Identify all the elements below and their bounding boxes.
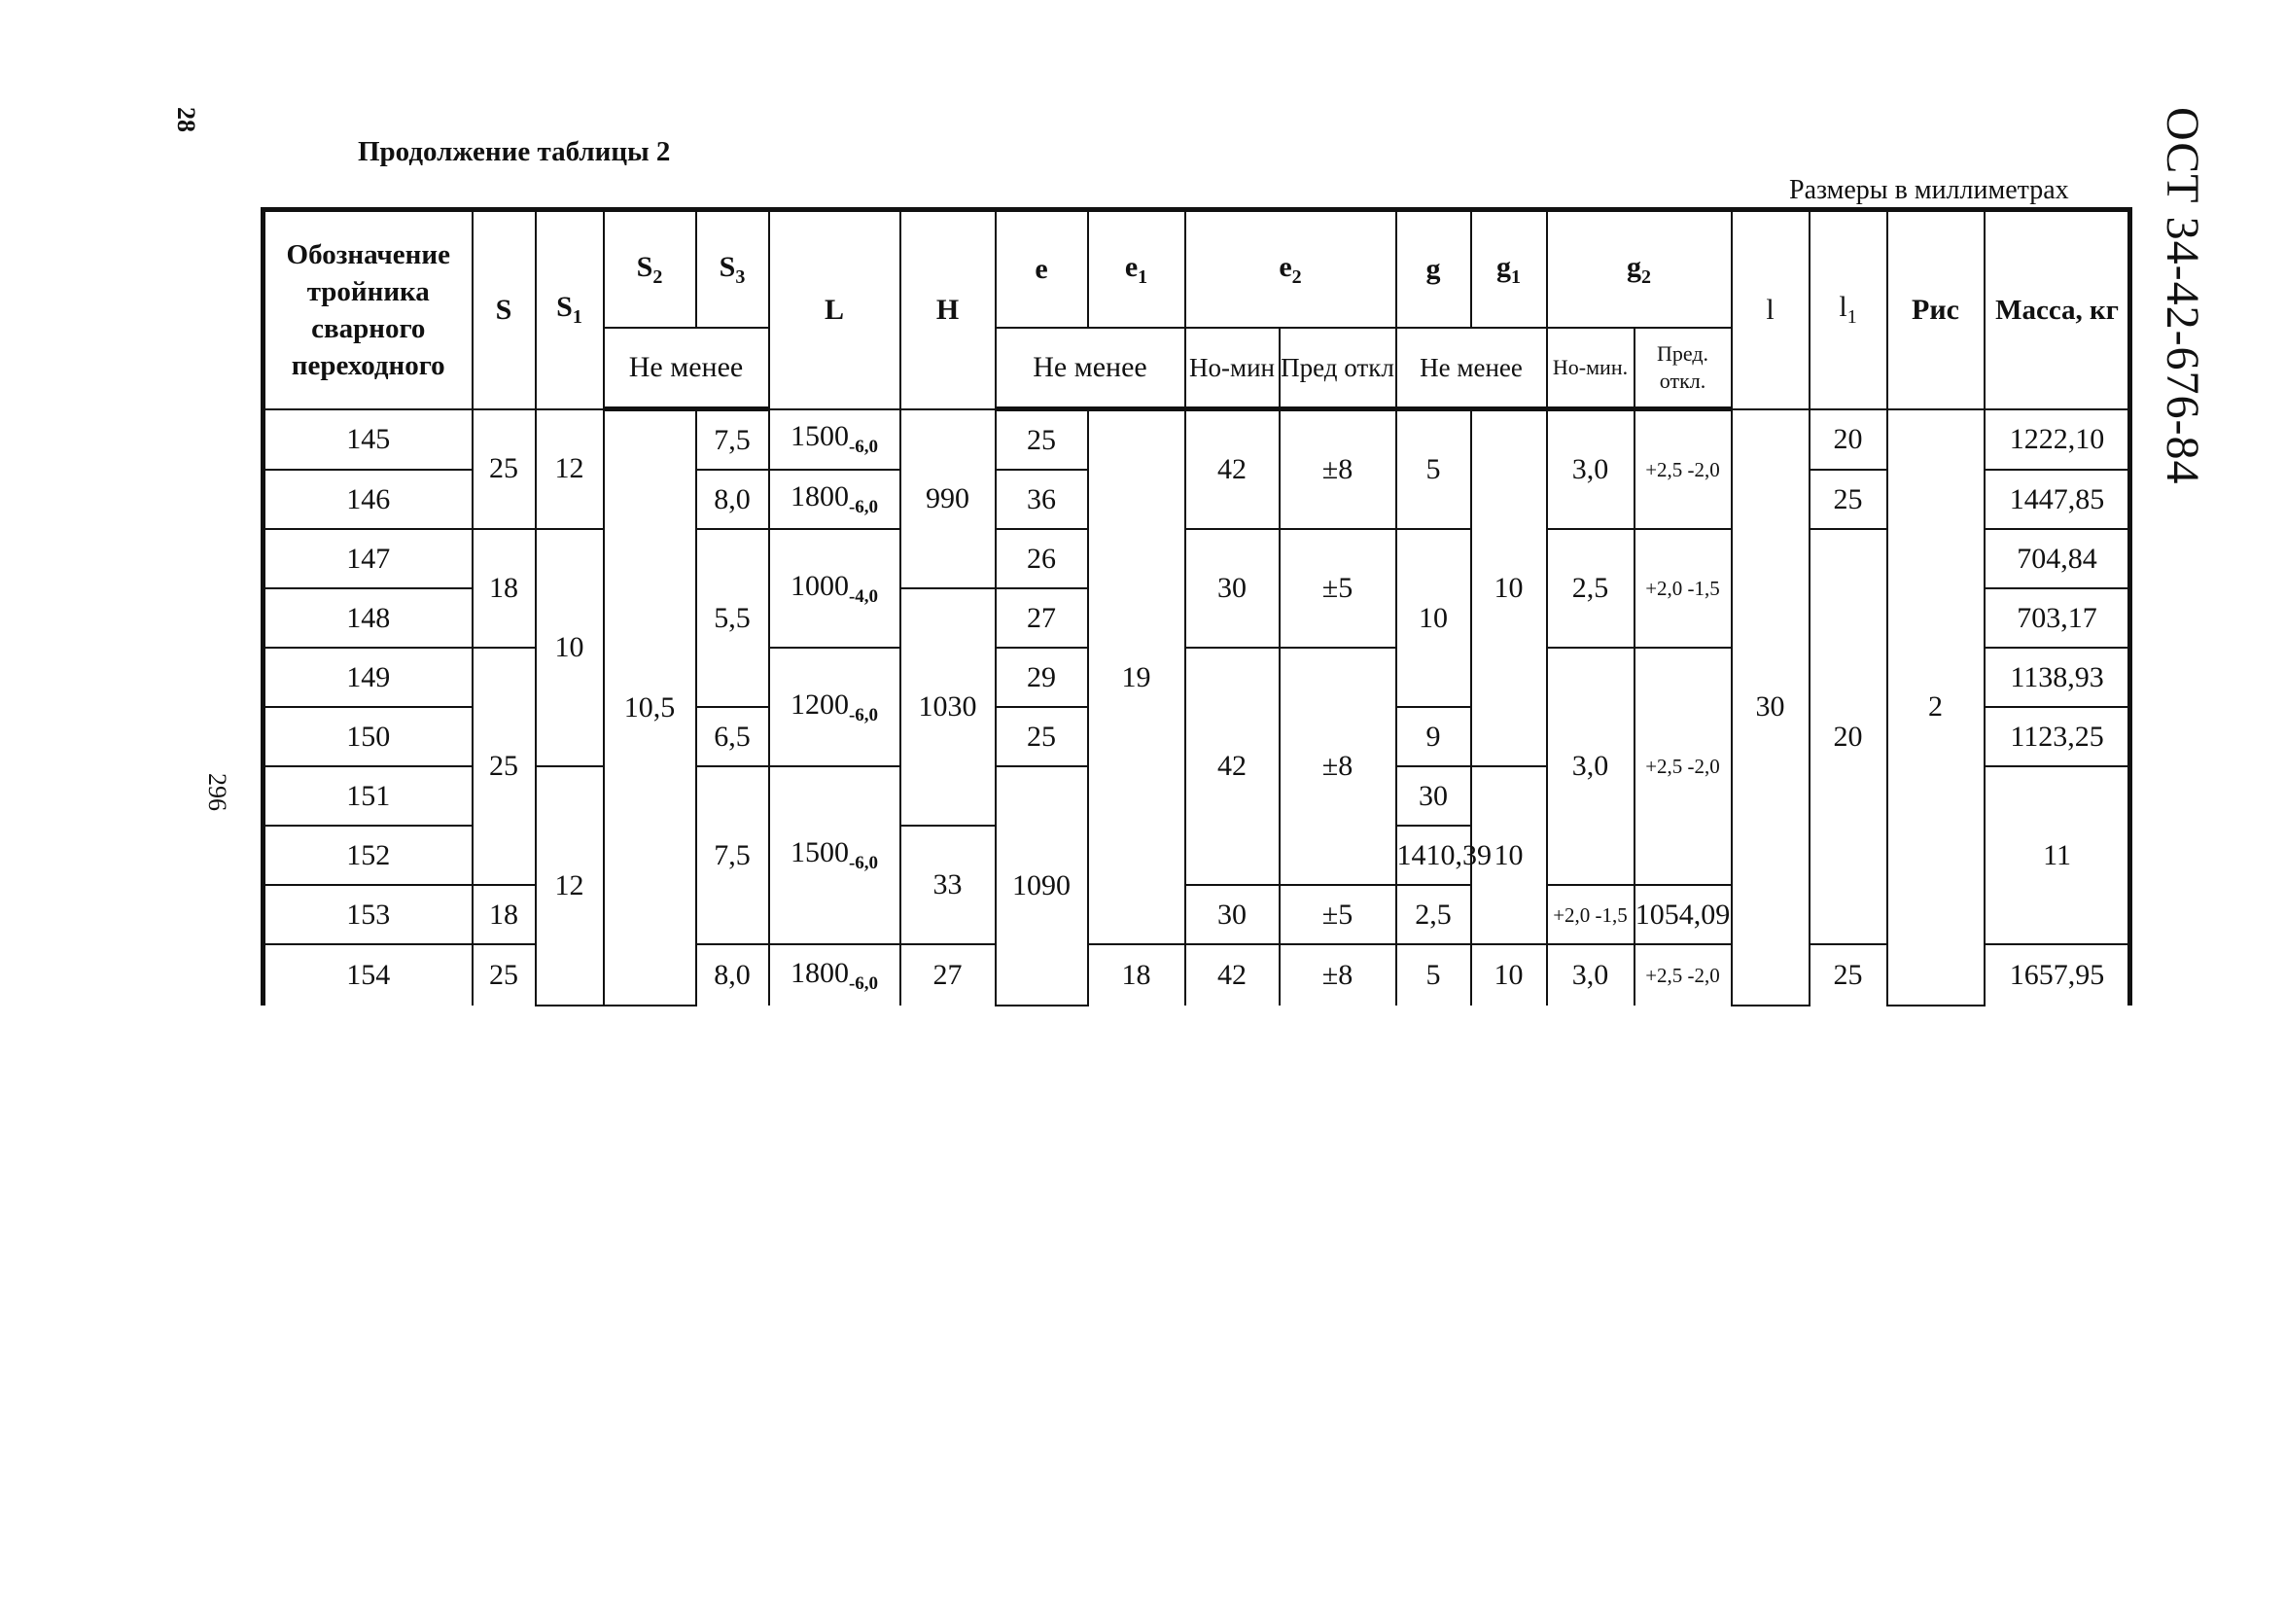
cell-e1: 19 <box>1088 409 1185 945</box>
header-figure: Рис <box>1887 210 1985 409</box>
cell-mass: 1447,85 <box>1985 470 2130 529</box>
cell-figure: 2 <box>1887 409 1985 1006</box>
header-designation: Обозначение тройника сварного переходного <box>264 210 473 409</box>
page-number-top: 28 <box>172 107 200 132</box>
header-l: L <box>769 210 900 409</box>
header-row <box>264 210 2130 329</box>
cell-e: 27 <box>900 944 996 1006</box>
cell-g: 10 <box>1471 766 1547 944</box>
cell-g: 5 <box>1396 409 1471 530</box>
cell-e2-nominal: 30 <box>1185 885 1280 944</box>
cell-e2-nominal: 42 <box>1185 944 1280 1006</box>
cell-e: 29 <box>996 648 1088 707</box>
cell-l1: 20 <box>1810 409 1887 471</box>
subheader-not-less-s: Не менее <box>604 328 769 409</box>
cell-g1: 10 <box>1471 409 1547 767</box>
header-e2: $e_2$ <box>1185 210 1396 329</box>
cell-g: 10 <box>1396 529 1471 707</box>
cell-e2-deviation: ±8 <box>1280 648 1396 885</box>
header-h: H <box>900 210 996 409</box>
cell-g2-deviation: +2,0 -1,5 <box>1635 529 1732 648</box>
header-e1: $e_1$ <box>1088 210 1185 329</box>
header-s2: $S_2$ <box>604 210 696 329</box>
cell-g2-nominal: 3,0 <box>1547 944 1635 1006</box>
cell-h: 1030 <box>900 588 996 826</box>
cell-l1: 25 <box>1810 470 1887 529</box>
cell-l1: 20 <box>1810 529 1887 944</box>
cell-g1: 11 <box>1985 766 2130 944</box>
cell-s: 18 <box>473 529 536 648</box>
cell-s: 25 <box>473 648 536 885</box>
header-s3: $S_3$ <box>696 210 769 329</box>
cell-s3: 5,5 <box>696 529 769 707</box>
cell-e2-deviation: ±5 <box>1280 529 1396 648</box>
cell-s3: 8,0 <box>696 944 769 1006</box>
header-g: g <box>1396 210 1471 329</box>
cell-designation: 147 <box>264 529 473 588</box>
subheader-not-less-g: Не менее <box>1396 328 1547 409</box>
cell-g2-deviation: +2,5 -2,0 <box>1635 944 1732 1006</box>
cell-e2-nominal: 30 <box>1185 529 1280 648</box>
cell-l: $1800_{-6,0}$ <box>769 944 900 1006</box>
cell-e: 27 <box>996 588 1088 648</box>
table-row <box>264 409 2130 471</box>
cell-l-small: 30 <box>1732 409 1810 1006</box>
cell-mass: 1657,95 <box>1985 944 2130 1006</box>
header-s1: $S_1$ <box>536 210 604 409</box>
cell-e2-nominal: 42 <box>1185 648 1280 885</box>
cell-mass: 1138,93 <box>1985 648 2130 707</box>
cell-l1: 25 <box>1810 944 1887 1006</box>
page-number-side: 296 <box>203 773 231 811</box>
cell-designation: 152 <box>264 826 473 885</box>
cell-e2-deviation: ±8 <box>1280 944 1396 1006</box>
cell-g: 9 <box>1396 707 1471 766</box>
header-g2: $g_2$ <box>1547 210 1732 329</box>
cell-e1: 18 <box>1088 944 1185 1006</box>
cell-e: 33 <box>900 826 996 944</box>
cell-s: 18 <box>473 885 536 944</box>
header-e: e <box>996 210 1088 329</box>
subheader-not-less-e: Не менее <box>996 328 1185 409</box>
header-s: S <box>473 210 536 409</box>
cell-g2-deviation: +2,5 -2,0 <box>1635 409 1732 530</box>
subheader-deviation-g2: Пред. откл. <box>1635 328 1732 409</box>
cell-s3: 7,5 <box>696 766 769 944</box>
header-l1: $l_1$ <box>1810 210 1887 409</box>
cell-mass: 1222,10 <box>1985 409 2130 471</box>
cell-designation: 153 <box>264 885 473 944</box>
cell-h: 990 <box>900 409 996 589</box>
cell-e: 26 <box>996 529 1088 588</box>
cell-e2-deviation: ±5 <box>1280 885 1396 944</box>
cell-g2-deviation: +2,5 -2,0 <box>1635 648 1732 885</box>
cell-h: 1090 <box>996 766 1088 1006</box>
cell-g2-nominal: 3,0 <box>1547 648 1635 885</box>
cell-s3: 6,5 <box>696 707 769 766</box>
table-row <box>264 529 2130 588</box>
cell-e: 25 <box>996 409 1088 471</box>
cell-designation: 146 <box>264 470 473 529</box>
header-g1: $g_1$ <box>1471 210 1547 329</box>
cell-designation: 145 <box>264 409 473 471</box>
cell-mass: 1410,39 <box>1396 826 1471 885</box>
subheader-nominal-e2: Но-мин <box>1185 328 1280 409</box>
cell-s3: 7,5 <box>696 409 769 471</box>
cell-mass: 1054,09 <box>1635 885 1732 944</box>
cell-designation: 149 <box>264 648 473 707</box>
cell-g2-nominal: 3,0 <box>1547 409 1635 530</box>
cell-mass: 1123,25 <box>1985 707 2130 766</box>
header-mass: Масса, кг <box>1985 210 2130 409</box>
cell-designation: 151 <box>264 766 473 826</box>
cell-e: 25 <box>996 707 1088 766</box>
units-note: Размеры в миллиметрах <box>1789 175 2069 205</box>
cell-l: $1200_{-6,0}$ <box>769 648 900 766</box>
document-code: ОСТ 34-42-676-84 <box>2157 107 2208 485</box>
subheader-deviation-e2: Пред откл <box>1280 328 1396 409</box>
cell-g: 5 <box>1396 944 1471 1006</box>
cell-l: $1500_{-6,0}$ <box>769 409 900 471</box>
cell-e2-nominal: 42 <box>1185 409 1280 530</box>
cell-l: $1000_{-4,0}$ <box>769 529 900 648</box>
cell-s1: 12 <box>536 409 604 530</box>
cell-s: 25 <box>473 409 536 530</box>
cell-l: $1800_{-6,0}$ <box>769 470 900 529</box>
header-l-small: l <box>1732 210 1810 409</box>
table-caption: Продолжение таблицы 2 <box>358 136 671 167</box>
cell-g2-deviation: +2,0 -1,5 <box>1547 885 1635 944</box>
cell-g2-nominal: 2,5 <box>1396 885 1471 944</box>
cell-e: 30 <box>1396 766 1471 826</box>
cell-s3: 8,0 <box>696 470 769 529</box>
cell-g2-nominal: 2,5 <box>1547 529 1635 648</box>
cell-mass: 703,17 <box>1985 588 2130 648</box>
cell-s2: 10,5 <box>604 409 696 1006</box>
subheader-nominal-g2: Но-мин. <box>1547 328 1635 409</box>
cell-e: 36 <box>996 470 1088 529</box>
cell-g1: 10 <box>1471 944 1547 1006</box>
cell-designation: 150 <box>264 707 473 766</box>
dimensions-table <box>261 207 2132 1006</box>
cell-s: 25 <box>473 944 536 1006</box>
cell-designation: 148 <box>264 588 473 648</box>
cell-l: $1500_{-6,0}$ <box>769 766 900 944</box>
cell-mass: 704,84 <box>1985 529 2130 588</box>
cell-s1: 10 <box>536 529 604 766</box>
cell-e2-deviation: ±8 <box>1280 409 1396 530</box>
cell-s1: 12 <box>536 766 604 1006</box>
cell-designation: 154 <box>264 944 473 1006</box>
